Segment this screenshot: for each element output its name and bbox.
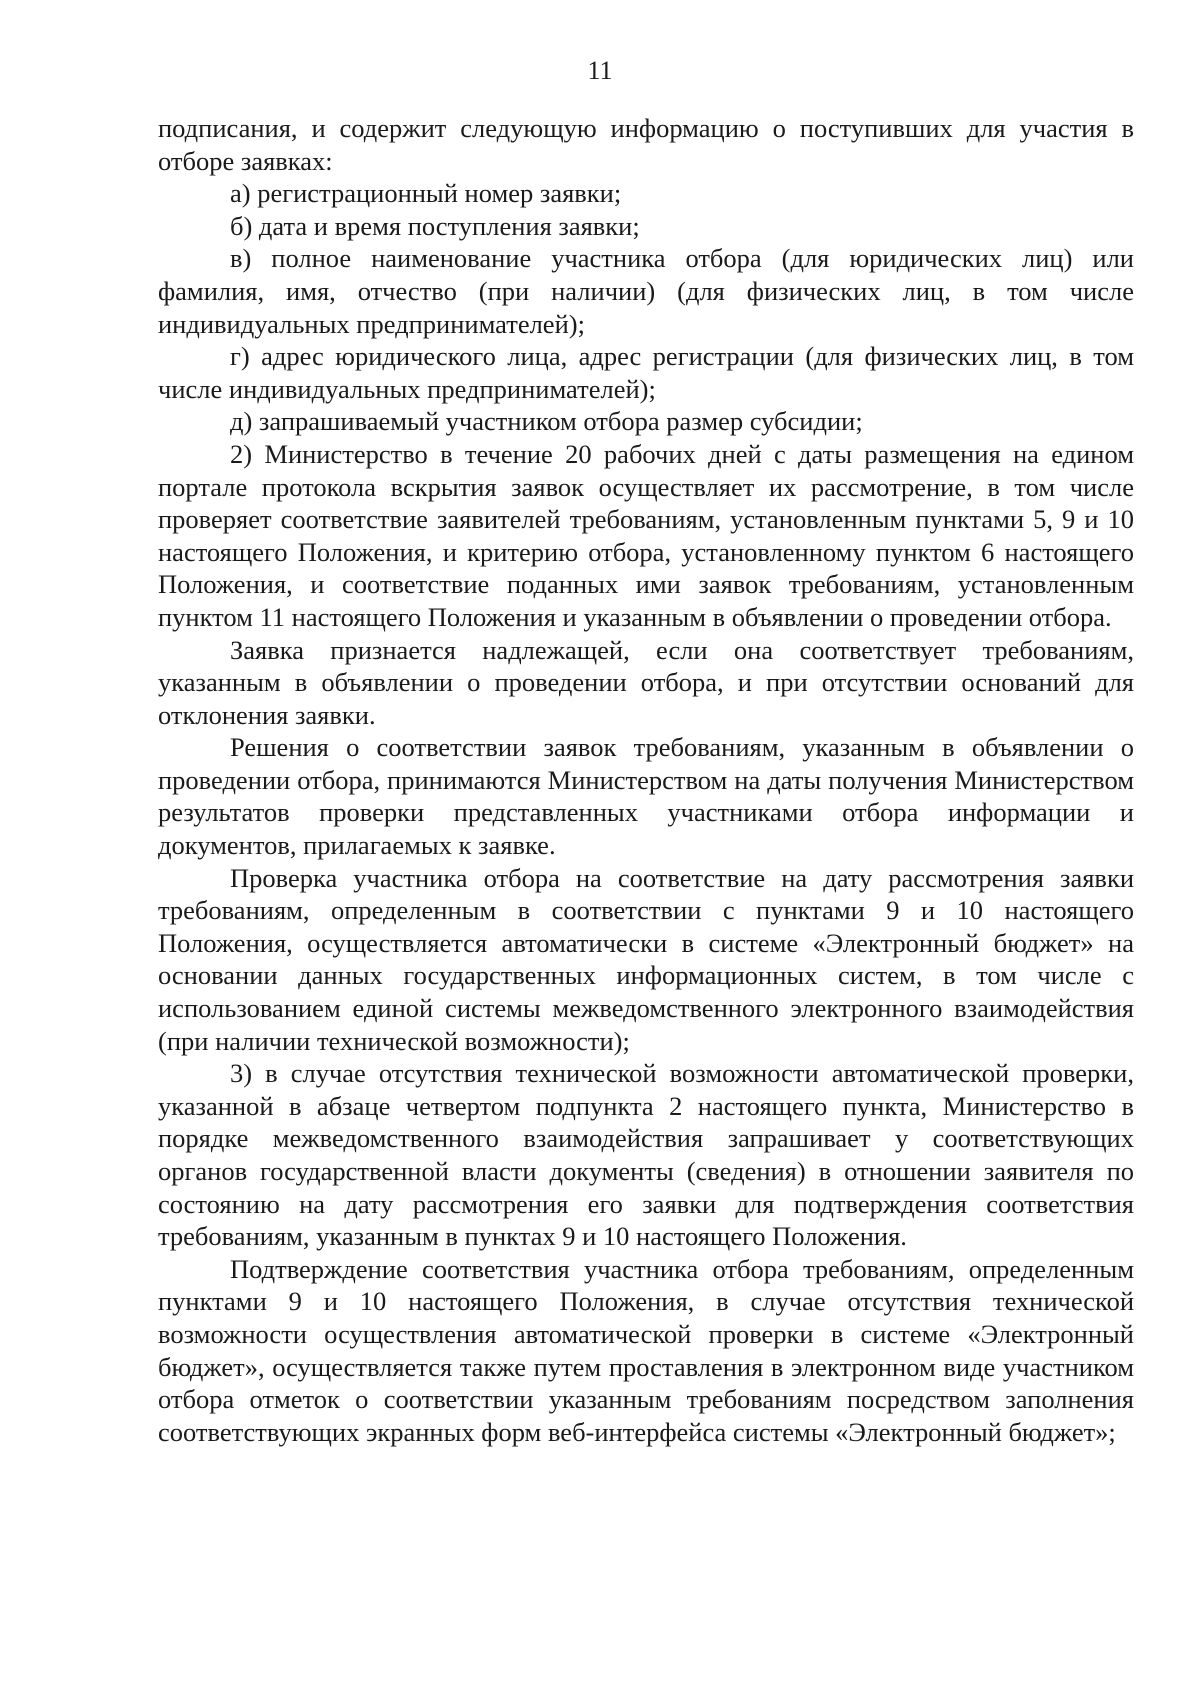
document-body — [158, 112, 1134, 1448]
list-item-v: в) полное наименование участника отбора (для юридических лиц) или фамилия, имя, отчество (при наличии) (для физических лиц, в том числе индивидуальных предпринимателей); — [158, 243, 1134, 339]
list-item-d: д) запрашиваемый участником отбора размер субсидии; — [230, 406, 863, 437]
list-item-g: г) адрес юридического лица, адрес регистрации (для физических лиц, в том числе индивидуальных предпринимателей); — [158, 341, 1134, 404]
clause-3: 3) в случае отсутствия технической возможности автоматической проверки, указанной в абзаце четвертом подпункта 2 настоящего пункта, Министерство в порядке межведомственного взаимодействия запрашивает у соответствующих органов государственной власти документы (сведения) в отношении заявителя по состоянию на дату рассмотрения его заявки для подтверждения соответствия требованиям, указанным в пунктах 9 и 10 настоящего Положения. — [158, 1058, 1134, 1252]
paragraph-application-proper: Заявка признается надлежащей, если она соответствует требованиям, указанным в объявлении о проведении отбора, и при отсутствии оснований для отклонения заявки. — [158, 634, 1134, 730]
paragraph-decisions: Решения о соответствии заявок требованиям, указанным в объявлении о проведении отбора, принимаются Министерством на даты получения Министерством результатов проверки представленных участниками отбора информации и документов, прилагаемых к заявке. — [158, 732, 1134, 861]
paragraph-automatic-check: Проверка участника отбора на соответствие на дату рассмотрения заявки требованиям, определенным в соответствии с пунктами 9 и 10 настоящего Положения, осуществляется автоматически в системе «Электронный бюджет» на основании данных государственных информационных систем, в том числе с использованием единой системы межведомственного электронного взаимодействия (при наличии технической возможности); — [158, 862, 1134, 1056]
page-number: 11 — [587, 56, 613, 85]
clause-2: 2) Министерство в течение 20 рабочих дней с даты размещения на едином портале протокола вскрытия заявок осуществляет их рассмотрение, в том числе проверяет соответствие заявителей требованиям, установленным пунктами 5, 9 и 10 настоящего Положения, и критерию отбора, установленному пунктом 6 настоящего Положения, и соответствие поданных ими заявок требованиям, установленным пунктом 11 настоящего Положения и указанным в объявлении о проведении отбора. — [158, 438, 1134, 632]
list-item-a: а) регистрационный номер заявки; — [230, 178, 622, 209]
list-item-b: б) дата и время поступления заявки; — [230, 210, 640, 241]
paragraph-confirmation: Подтверждение соответствия участника отбора требованиям, определенным пунктами 9 и 10 настоящего Положения, в случае отсутствия технической возможности осуществления автоматической проверки в системе «Электронный бюджет», осуществляется также путем проставления в электронном виде участником отбора отметок о соответствии указанным требованиям посредством заполнения соответствующих экранных форм веб-интерфейса системы «Электронный бюджет»; — [158, 1253, 1134, 1447]
paragraph-continuation: подписания, и содержит следующую информацию о поступивших для участия в отборе заявках: — [158, 113, 1134, 176]
